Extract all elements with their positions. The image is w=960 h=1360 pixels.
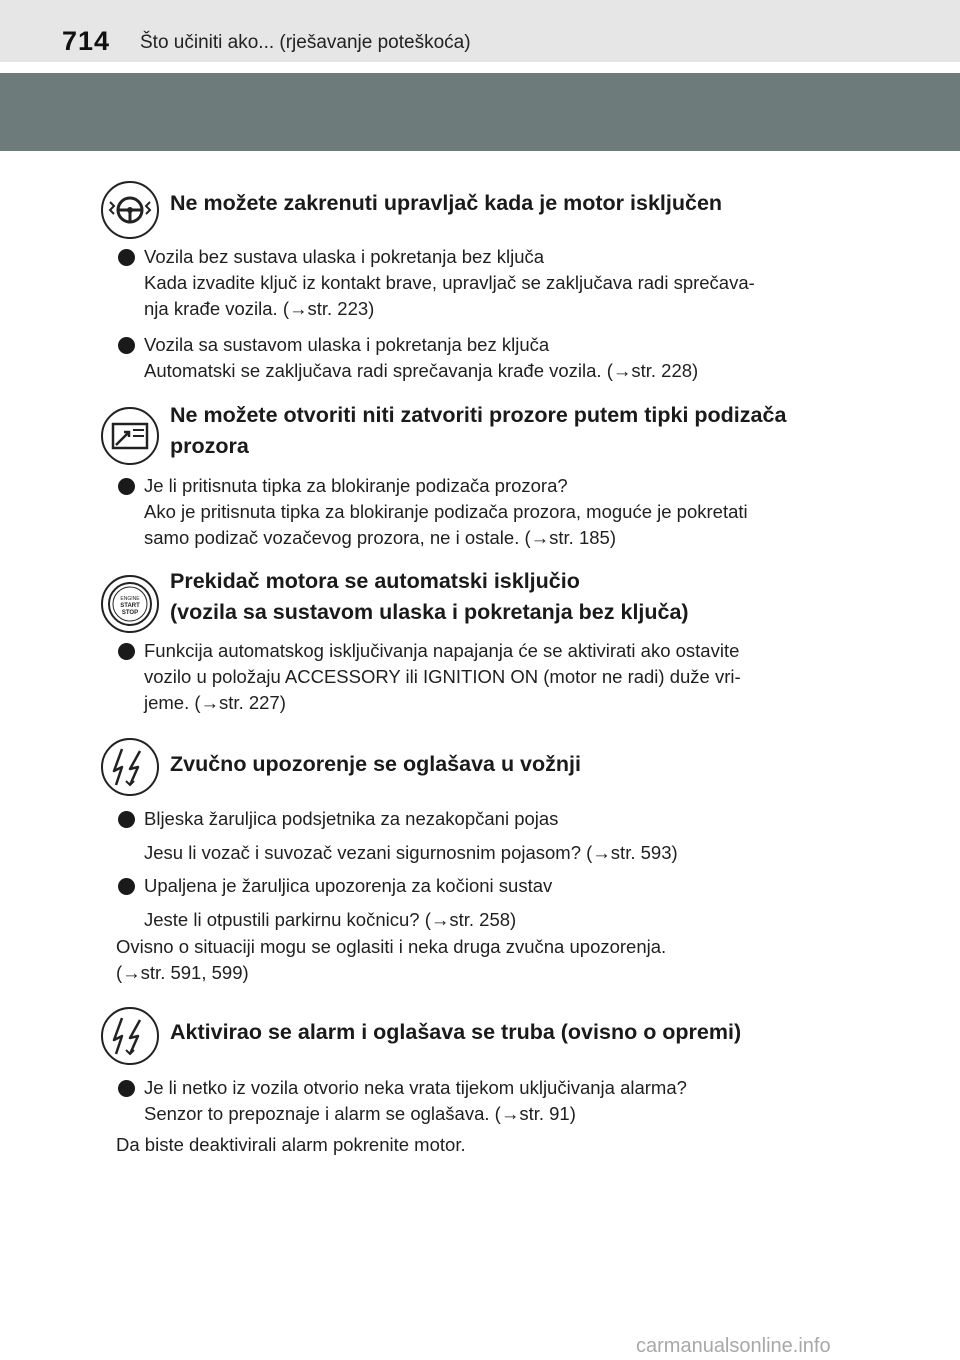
text-line: Kada izvadite ključ iz kontakt brave, upravljač se zaključava radi sprečava- bbox=[144, 272, 755, 293]
text-line: vozilo u položaju ACCESSORY ili IGNITION ON (motor ne radi) duže vri- bbox=[144, 666, 741, 687]
text-line: jeme. (→str. 227) bbox=[144, 692, 286, 713]
text-line: Vozila bez sustava ulaska i pokretanja bez ključa bbox=[144, 246, 545, 267]
icon-label: START bbox=[120, 603, 140, 609]
text-line: nja krađe vozila. (→str. 223) bbox=[144, 298, 375, 319]
title-line: prozora bbox=[170, 434, 249, 458]
title-line: (vozila sa sustavom ulaska i pokretanja bez ključa) bbox=[170, 600, 689, 624]
icon-label: STOP bbox=[121, 610, 139, 616]
text-line: Vozila sa sustavom ulaska i pokretanja bez ključa bbox=[144, 334, 550, 355]
title-line: Ne možete otvoriti niti zatvoriti prozore putem tipki podizača bbox=[170, 403, 787, 427]
text-line: Da biste deaktivirali alarm pokrenite motor. bbox=[116, 1134, 466, 1155]
title-line: Prekidač motora se automatski isključio bbox=[170, 569, 580, 593]
bullet-text bbox=[144, 873, 856, 933]
alarm-horn-icon bbox=[100, 1006, 160, 1066]
bullet-text bbox=[144, 806, 856, 866]
text-line: Ovisno o situaciji mogu se oglasiti i neka druga zvučna upozorenja. bbox=[116, 936, 667, 957]
text-line: Automatski se zaključava radi sprečavanja krađe vozila. (→str. 228) bbox=[144, 360, 699, 381]
note-text bbox=[116, 934, 856, 986]
text-line: Jeste li otpustili parkirnu kočnicu? (→str. 258) bbox=[144, 909, 517, 930]
text-line: Je li netko iz vozila otvorio neka vrata tijekom uključivanja alarma? bbox=[144, 1077, 687, 1098]
bullet bbox=[118, 811, 135, 828]
section-title-windows bbox=[170, 400, 870, 462]
warning-buzzer-icon bbox=[100, 737, 160, 797]
bullet bbox=[118, 643, 135, 660]
section-title-steering: Ne možete zakrenuti upravljač kada je motor isključen bbox=[170, 191, 723, 215]
bullet-text bbox=[144, 473, 856, 551]
bullet bbox=[118, 1080, 135, 1097]
window-lock-icon bbox=[100, 406, 160, 466]
bullet bbox=[118, 249, 135, 266]
section-title-buzzer: Zvučno upozorenje se oglašava u vožnji bbox=[170, 752, 581, 776]
bullet-text bbox=[144, 332, 856, 384]
text-line: Je li pritisnuta tipka za blokiranje podizača prozora? bbox=[144, 475, 568, 496]
header-band bbox=[0, 73, 960, 151]
text-line: (→str. 591, 599) bbox=[116, 962, 249, 983]
section-title-engine-switch bbox=[170, 566, 870, 628]
page-number: 714 bbox=[62, 26, 111, 56]
bullet-text bbox=[144, 1075, 856, 1127]
text-line: Senzor to prepoznaje i alarm se oglašava. (→str. 91) bbox=[144, 1103, 576, 1124]
bullet bbox=[118, 878, 135, 895]
icon-label: ENGINE bbox=[120, 596, 140, 602]
steering-wheel-icon bbox=[100, 180, 160, 240]
bullet bbox=[118, 478, 135, 495]
engine-start-stop-icon bbox=[100, 574, 160, 634]
text-line: samo podizač vozačevog prozora, ne i ostale. (→str. 185) bbox=[144, 527, 616, 548]
watermark: carmanualsonline.info bbox=[636, 1335, 831, 1357]
text-line: Upaljena je žaruljica upozorenja za kočioni sustav bbox=[144, 875, 553, 896]
text-line: Jesu li vozač i suvozač vezani sigurnosnim pojasom? (→str. 593) bbox=[144, 842, 678, 863]
chapter-title: Što učiniti ako... (rješavanje poteškoća) bbox=[140, 32, 471, 53]
bullet-text bbox=[144, 244, 856, 322]
text-line: Funkcija automatskog isključivanja napajanja će se aktivirati ako ostavite bbox=[144, 640, 740, 661]
section-title-alarm: Aktivirao se alarm i oglašava se truba (ovisno o opremi) bbox=[170, 1020, 742, 1044]
text-line: Ako je pritisnuta tipka za blokiranje podizača prozora, moguće je pokretati bbox=[144, 501, 748, 522]
bullet bbox=[118, 337, 135, 354]
bullet-text bbox=[144, 638, 856, 716]
text-line: Bljeska žaruljica podsjetnika za nezakopčani pojas bbox=[144, 808, 559, 829]
note-text bbox=[116, 1132, 856, 1158]
